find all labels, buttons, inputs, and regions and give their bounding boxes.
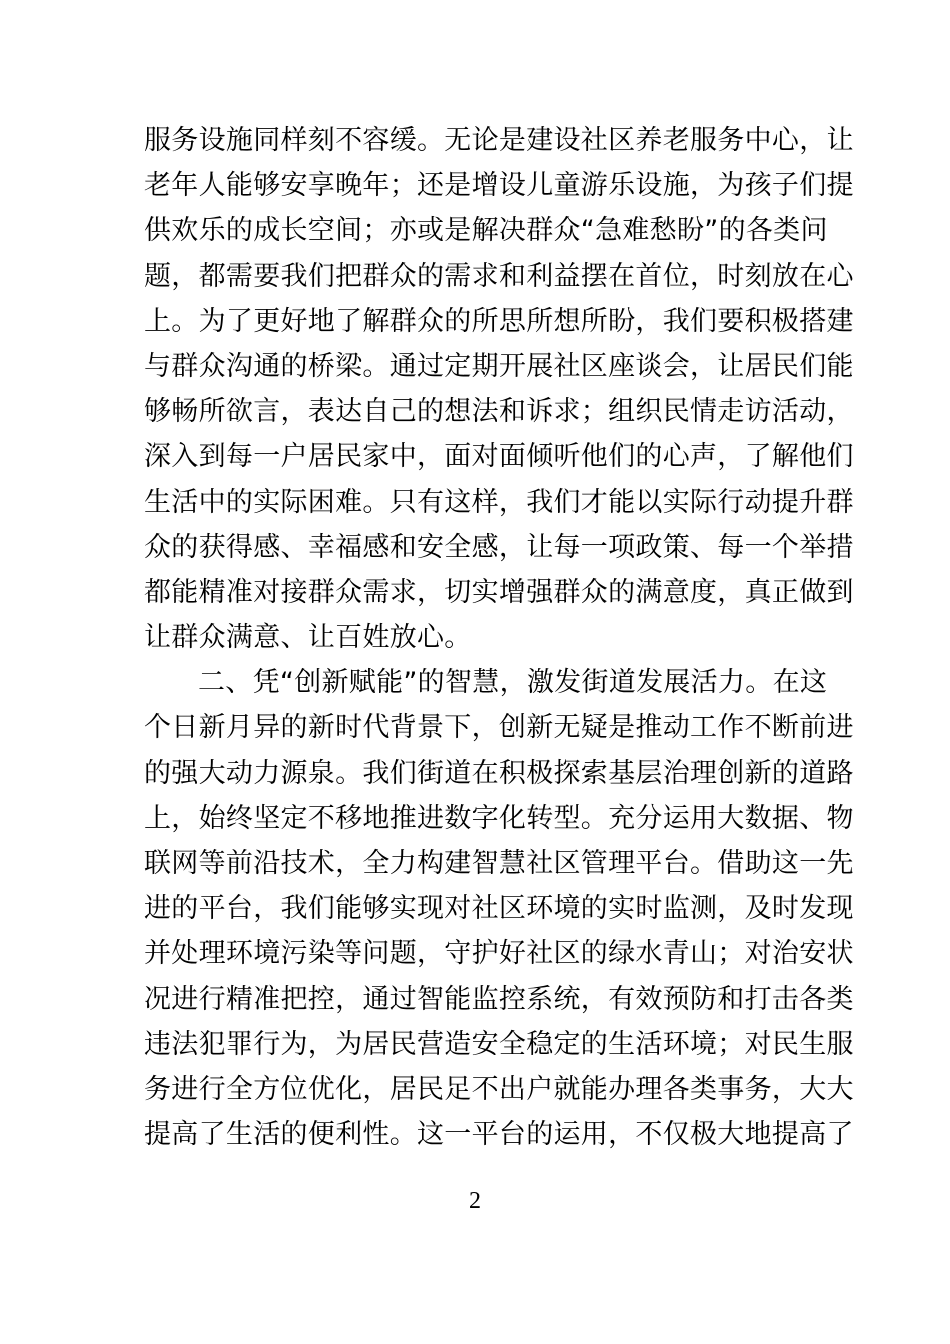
text-line: 的强大动力源泉。我们街道在积极探索基层治理创新的道路	[144, 757, 854, 789]
text-line: 深入到每一户居民家中，面对面倾听他们的心声，了解他们	[144, 441, 854, 473]
text-line: 并处理环境污染等问题，守护好社区的绿水青山；对治安状	[144, 938, 854, 970]
text-line: 上，始终坚定不移地推进数字化转型。充分运用大数据、物	[144, 802, 854, 834]
text-line: 与群众沟通的桥梁。通过定期开展社区座谈会，让居民们能	[144, 350, 854, 382]
body-text	[144, 118, 854, 1157]
text-line: 违法犯罪行为，为居民营造安全稳定的生活环境；对民生服	[144, 1028, 854, 1060]
text-line: 上。为了更好地了解群众的所思所想所盼，我们要积极搭建	[144, 305, 854, 337]
text-line: 提高了生活的便利性。这一平台的运用，不仅极大地提高了	[144, 1119, 854, 1151]
text-line: 够畅所欲言，表达自己的想法和诉求；组织民情走访活动，	[144, 396, 854, 428]
text-line: 题，都需要我们把群众的需求和利益摆在首位，时刻放在心	[144, 260, 854, 292]
text-line: 老年人能够安享晚年；还是增设儿童游乐设施，为孩子们提	[144, 170, 854, 202]
text-line: 供欢乐的成长空间；亦或是解决群众“急难愁盼”的各类问	[144, 215, 828, 247]
text-line: 个日新月异的新时代背景下，创新无疑是推动工作不断前进	[144, 712, 854, 744]
text-line: 务进行全方位优化，居民足不出户就能办理各类事务，大大	[144, 1073, 854, 1105]
text-line: 都能精准对接群众需求，切实增强群众的满意度，真正做到	[144, 576, 854, 608]
text-line: 众的获得感、幸福感和安全感，让每一项政策、每一个举措	[144, 531, 854, 563]
page-number: 2	[469, 1188, 481, 1214]
text-line: 况进行精准把控，通过智能监控系统，有效预防和打击各类	[144, 983, 854, 1015]
text-line: 服务设施同样刻不容缓。无论是建设社区养老服务中心，让	[144, 125, 854, 156]
text-line: 进的平台，我们能够实现对社区环境的实时监测，及时发现	[144, 893, 854, 925]
section-heading-line: 二、凭“创新赋能”的智慧，激发街道发展活力。在这	[198, 667, 828, 699]
text-line: 联网等前沿技术，全力构建智慧社区管理平台。借助这一先	[144, 848, 854, 879]
text-line: 让群众满意、让百姓放心。	[144, 622, 472, 654]
text-line: 生活中的实际困难。只有这样，我们才能以实际行动提升群	[144, 486, 854, 518]
